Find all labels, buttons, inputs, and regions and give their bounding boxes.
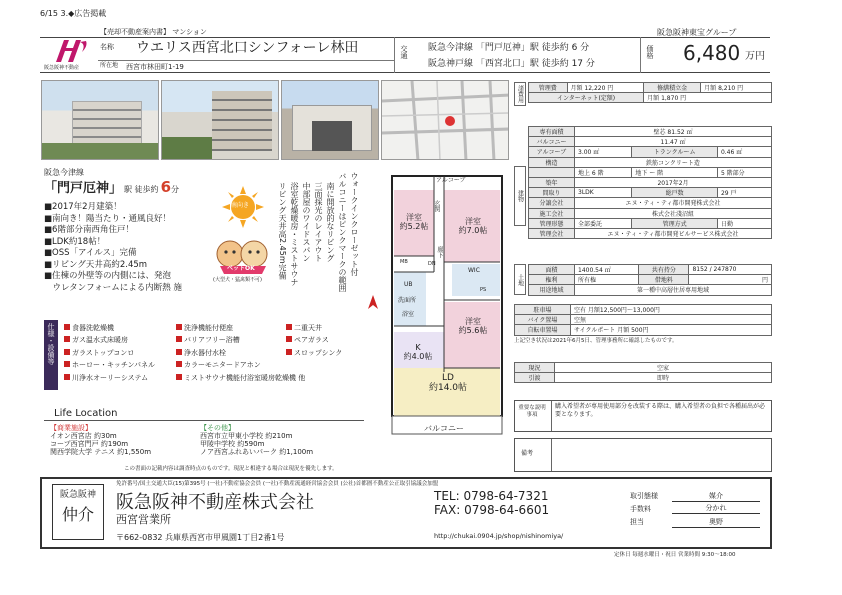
table-cell: 施工会社	[529, 208, 575, 218]
remarks-label: 備考	[521, 450, 534, 457]
table-cell: 11.47 ㎡	[575, 137, 772, 147]
room-kitchen: K 約4.0帖	[403, 343, 433, 361]
table-row	[529, 208, 772, 218]
plan-note: 浴室乾燥暖房・ミストサウナ	[290, 182, 299, 286]
table-cell: 権利	[529, 275, 575, 285]
table-cell: 地上 6 階	[575, 167, 632, 177]
table-cell: 空有 月額12,500円〜13,000円	[571, 305, 772, 315]
view-photo	[281, 80, 379, 160]
equipment-item: 川浄水オーリーシステム	[72, 373, 149, 382]
highlight-item: ■リビング天井高約2.45m	[44, 259, 148, 270]
highlight-item: ■LDK約18帖！	[44, 236, 106, 247]
equipment-item: 食器洗乾燥機	[72, 324, 114, 332]
highlight-item: ■2017年2月建築！	[44, 202, 122, 212]
life-item: コープ西宮門戸 約190m	[50, 440, 129, 449]
special-notes-label: 重要な説明事項	[518, 405, 546, 418]
document-category: 【売却不動産案内書】 マンション	[100, 28, 207, 36]
table-cell: 修繕積立金	[644, 83, 701, 93]
life-commercial-head: 【商業施設】	[50, 424, 92, 432]
business-hours: 定休日 毎週水曜日・祝日 営業時間 9:30〜18:00	[614, 552, 736, 558]
land-table	[528, 264, 772, 296]
parking-table	[514, 304, 772, 336]
table-cell: 全部委託	[575, 218, 632, 228]
life-item: 甲陵中学校 約590m	[200, 440, 265, 449]
entrance-photo	[161, 80, 279, 160]
table-cell: トランクルーム	[632, 147, 718, 157]
traffic-label: 交通	[400, 45, 409, 59]
address-label: 所在地	[100, 62, 119, 69]
table-cell: 所有権	[575, 275, 639, 285]
equipment-item: スロップシンク	[294, 348, 343, 357]
floor-plan	[388, 172, 506, 442]
table-cell: 8152 / 247870	[689, 265, 772, 275]
life-item: 関西学院大学 テニス 約1,550m	[50, 448, 152, 457]
table-row	[529, 83, 772, 93]
plan-note: 三面採光のレイアウト	[314, 182, 323, 262]
table-cell: 引渡	[515, 373, 555, 383]
brokerage-badge	[52, 484, 104, 540]
table-cell: 29 戸	[717, 188, 771, 198]
table-cell: 月額 12,220 円	[567, 83, 644, 93]
table-cell	[529, 167, 575, 177]
life-commercial	[50, 424, 151, 456]
table-cell: 空無	[571, 315, 772, 325]
table-cell: 株式会社淺沼組	[575, 208, 772, 218]
deal-value: 媒介	[672, 491, 760, 502]
south-facing-text: 南向き	[231, 202, 250, 209]
equipment-item: 洗浄機能付便座	[184, 324, 233, 332]
table-row	[529, 127, 772, 137]
remarks-box	[514, 438, 772, 472]
table-cell: 月額 8,210 円	[701, 83, 772, 93]
equipment-item: ペアガラス	[294, 336, 329, 345]
plan-label-ps: PS	[480, 287, 487, 293]
table-row	[529, 167, 772, 177]
table-cell: 第一種中高層住居専用地域	[575, 285, 772, 295]
table-row	[515, 363, 772, 373]
table-row	[515, 325, 772, 335]
badge-top-text: 阪急阪神	[59, 490, 96, 500]
name-label: 名称	[100, 43, 114, 51]
walk-unit: 分	[171, 185, 179, 195]
life-item: イオン西宮店 約30m	[50, 432, 117, 441]
table-row	[529, 285, 772, 295]
table-cell: 構造	[529, 157, 575, 167]
table-cell: 地下 ー 階	[632, 167, 718, 177]
room-living-dining: LD 約14.0帖	[428, 373, 468, 393]
staff-label: 担当	[630, 518, 644, 526]
table-cell: 円	[689, 275, 772, 285]
logo-caption: 阪急阪神不動産	[44, 65, 80, 71]
company-logo	[52, 38, 92, 64]
equipment-item: 二重天井	[294, 324, 322, 332]
special-notes-text: 購入希望者が専用使用部分を改装する際は、購入希望者の負担で各種届出が必要となります。	[551, 401, 771, 431]
table-cell: エヌ・ティ・ティ都市開発株式会社	[575, 198, 772, 208]
life-other-head: 【その他】	[200, 424, 235, 432]
table-cell: 月額 1,870 円	[644, 93, 772, 103]
equipment-item: ガラストップコンロ	[72, 348, 135, 357]
special-notes-box	[514, 400, 772, 432]
company-name: 阪急阪神不動産株式会社	[116, 492, 314, 513]
table-cell: 間取り	[529, 188, 575, 198]
plan-note: リビング天井高2.45m完備	[278, 182, 287, 280]
life-other	[200, 424, 313, 456]
equipment-item: ガス温水式床暖房	[72, 336, 128, 345]
table-row	[529, 198, 772, 208]
table-row	[529, 93, 772, 103]
price-divider	[640, 37, 641, 73]
status-block	[514, 362, 772, 383]
parking-note: 上記空き状況は2021年6月5日、管理事務所に確認したものです。	[514, 337, 678, 344]
life-item: 西宮市立甲東小学校 約210m	[200, 432, 293, 441]
table-cell: 1400.54 ㎡	[575, 265, 639, 275]
table-cell: エヌ・ティ・ティ都市開発ビルサービス株式会社	[575, 228, 772, 238]
fees-block	[514, 82, 772, 120]
highlight-item: ■OSS「アイルス」完備	[44, 248, 137, 258]
equipment-label-box	[44, 320, 58, 390]
life-location-title: Life Location	[54, 408, 118, 419]
table-cell: 2017年2月	[575, 177, 772, 187]
map-roads-icon	[382, 81, 509, 160]
table-cell: バイク置場	[515, 315, 571, 325]
table-cell: 自転車置場	[515, 325, 571, 335]
table-row	[529, 157, 772, 167]
exterior-photo	[41, 80, 159, 160]
highlight-item: ■6階部分南西角住戸！	[44, 225, 134, 235]
phone-number: TEL: 0798-64-7321	[434, 489, 549, 503]
table-cell: 空家	[555, 363, 772, 373]
staff-value: 奥野	[672, 517, 760, 528]
fax-number: FAX: 0798-64-6601	[434, 503, 550, 517]
commission-value: 分かれ	[672, 503, 760, 514]
table-cell: 管理方式	[632, 218, 718, 228]
table-cell: 3LDK	[575, 188, 632, 198]
traffic-divider	[394, 37, 395, 73]
price-unit: 万円	[745, 51, 765, 62]
north-arrow-icon	[368, 294, 378, 308]
room-western-2: 洋室 約7.0帖	[458, 217, 488, 235]
table-row	[529, 147, 772, 157]
footnote: この書面の記載内容は調査時点のものです。現況と相違する場合は現況を優先します。	[124, 466, 338, 472]
table-cell: サイクルポート 月額 500円	[571, 325, 772, 335]
plan-label-dn: DN	[428, 261, 436, 267]
property-address: 西宮市林田町1-19	[126, 63, 184, 71]
table-cell: 管理会社	[529, 228, 575, 238]
pet-note: (大型犬・猛禽類不可)	[213, 277, 262, 283]
table-cell: バルコニー	[529, 137, 575, 147]
table-cell: 駐車場	[515, 305, 571, 315]
room-western-3: 洋室 約5.6帖	[458, 317, 488, 335]
building-table	[528, 126, 772, 239]
life-item: ノア西宮ふれあいパーク 約1,100m	[200, 448, 314, 457]
table-cell: 築年	[529, 177, 575, 187]
plan-label-hallway: 廊下	[435, 246, 443, 258]
plan-label-alcove: アルコーブ	[436, 177, 466, 184]
table-cell: インターネット(定額)	[529, 93, 644, 103]
equipment-item: ミストサウナ機能付浴室暖房乾燥機 他	[184, 373, 306, 382]
plan-note: 中部屋のワイドスパン	[302, 182, 311, 262]
table-cell: 管理形態	[529, 218, 575, 228]
plan-label-bath: 浴室	[402, 311, 415, 318]
table-row	[529, 218, 772, 228]
traffic-line-2: 阪急神戸線 「西宮北口」駅 徒歩約 17 分	[428, 59, 595, 69]
table-cell: 総戸数	[632, 188, 718, 198]
building-section-label: 建物	[514, 166, 526, 226]
highlights-list	[44, 202, 182, 294]
table-cell: 分譲会社	[529, 198, 575, 208]
table-row	[529, 137, 772, 147]
price-label: 価格	[646, 45, 655, 59]
branch-name: 西宮営業所	[116, 513, 171, 526]
table-cell: 管理費	[529, 83, 568, 93]
plan-label-washroom: 洗面所	[398, 297, 417, 304]
fees-section-label: 諸費用	[514, 82, 526, 106]
badge-bottom-text: 仲介	[61, 505, 94, 525]
plan-label-wic: WIC	[468, 267, 480, 274]
status-table	[514, 362, 772, 383]
shop-url-link[interactable]: http://chukai.0904.jp/shop/nishinomiya/	[434, 532, 564, 540]
table-row	[515, 305, 772, 315]
traffic-line-1: 阪急今津線 「門戸厄神」駅 徒歩約 6 分	[428, 43, 590, 53]
table-row	[515, 315, 772, 325]
price-value: 6,480	[683, 41, 741, 65]
table-cell: 面積	[529, 265, 575, 275]
table-cell: 即時	[555, 373, 772, 383]
table-cell: 壁芯 81.52 ㎡	[575, 127, 772, 137]
equipment-item: 浄水器付水栓	[184, 348, 226, 357]
plan-label-balcony: バルコニー	[424, 424, 464, 433]
table-cell: 日勤	[717, 218, 771, 228]
plan-note: ウォークインクローゼット付	[350, 172, 359, 276]
equipment-label: 仕様・設備等	[47, 323, 55, 365]
parking-block	[514, 304, 772, 344]
land-section-label: 土地	[514, 264, 526, 295]
walk-minutes: 6	[160, 178, 171, 197]
table-row	[515, 373, 772, 383]
name-divider	[98, 60, 394, 61]
room-western-1: 洋室 約5.2帖	[399, 213, 429, 231]
remarks-divider	[551, 439, 552, 471]
station-walk-label: 駅 徒歩約	[124, 185, 159, 195]
highlight-item: ■住棟の外壁等の内側には、発泡	[44, 271, 172, 281]
station-line: 阪急今津線	[44, 168, 84, 177]
plan-note: 南に開放的なリビング	[326, 182, 335, 262]
table-cell: 鉄筋コンクリート造	[575, 157, 772, 167]
pet-ok-badge	[210, 236, 276, 288]
equipment-item: ホーロー・キッチンパネル	[72, 361, 156, 370]
deal-label: 取引態様	[630, 492, 658, 500]
equipment-item: カラーモニタードアホン	[184, 361, 261, 370]
table-cell: 5 階部分	[717, 167, 771, 177]
equipment-item: バリアフリー浴槽	[184, 336, 240, 345]
table-row	[529, 177, 772, 187]
highlight-item: ウレタンフォームによる内断熱 施	[44, 282, 182, 293]
page-code: 6/15 3.◆広告掲載	[40, 9, 107, 18]
commission-label: 手数料	[630, 504, 651, 513]
table-cell: 現況	[515, 363, 555, 373]
area-map	[381, 80, 509, 160]
table-cell: 0.46 ㎡	[717, 147, 771, 157]
plan-label-ub: UB	[404, 281, 413, 288]
table-row	[529, 228, 772, 238]
plan-notes	[280, 172, 360, 320]
plan-label-mb: MB	[400, 259, 408, 265]
property-name: ウエリス西宮北口シンフォーレ林田	[136, 40, 359, 56]
table-cell: 借地料	[639, 275, 689, 285]
plan-note: バルコニーはピンクマークの範囲	[338, 172, 347, 292]
logo-mark-icon	[52, 38, 92, 64]
highlight-item: ■南向き！陽当たり・通風良好！	[44, 213, 172, 224]
table-cell: 用途地域	[529, 285, 575, 295]
table-cell: 3.00 ㎡	[575, 147, 632, 157]
life-divider	[44, 420, 364, 421]
table-cell: 共有持分	[639, 265, 689, 275]
equipment-list	[64, 322, 364, 384]
table-cell: アルコーブ	[529, 147, 575, 157]
fees-table	[528, 82, 772, 103]
south-facing-badge	[222, 186, 264, 228]
table-cell: 専有面積	[529, 127, 575, 137]
table-row	[529, 188, 772, 198]
group-name: 阪急阪神東宝グループ	[657, 28, 737, 37]
table-row	[529, 265, 772, 275]
deal-info	[630, 490, 760, 529]
license-text: 免許番号/国土交通大臣(15)第395号 (一社)不動産協会会員 (一社)不動産流通経営協会会員 (公社)首都圏不動産公正取引協議会加盟	[116, 481, 439, 487]
plan-label-entrance: 玄関	[432, 200, 440, 212]
table-row	[529, 275, 772, 285]
pet-ok-text: ペットOK	[227, 265, 255, 272]
company-address: 〒662-0832 兵庫県西宮市甲風園1丁目2番1号	[116, 533, 285, 542]
station-name: 「門戸厄神」	[44, 181, 123, 197]
